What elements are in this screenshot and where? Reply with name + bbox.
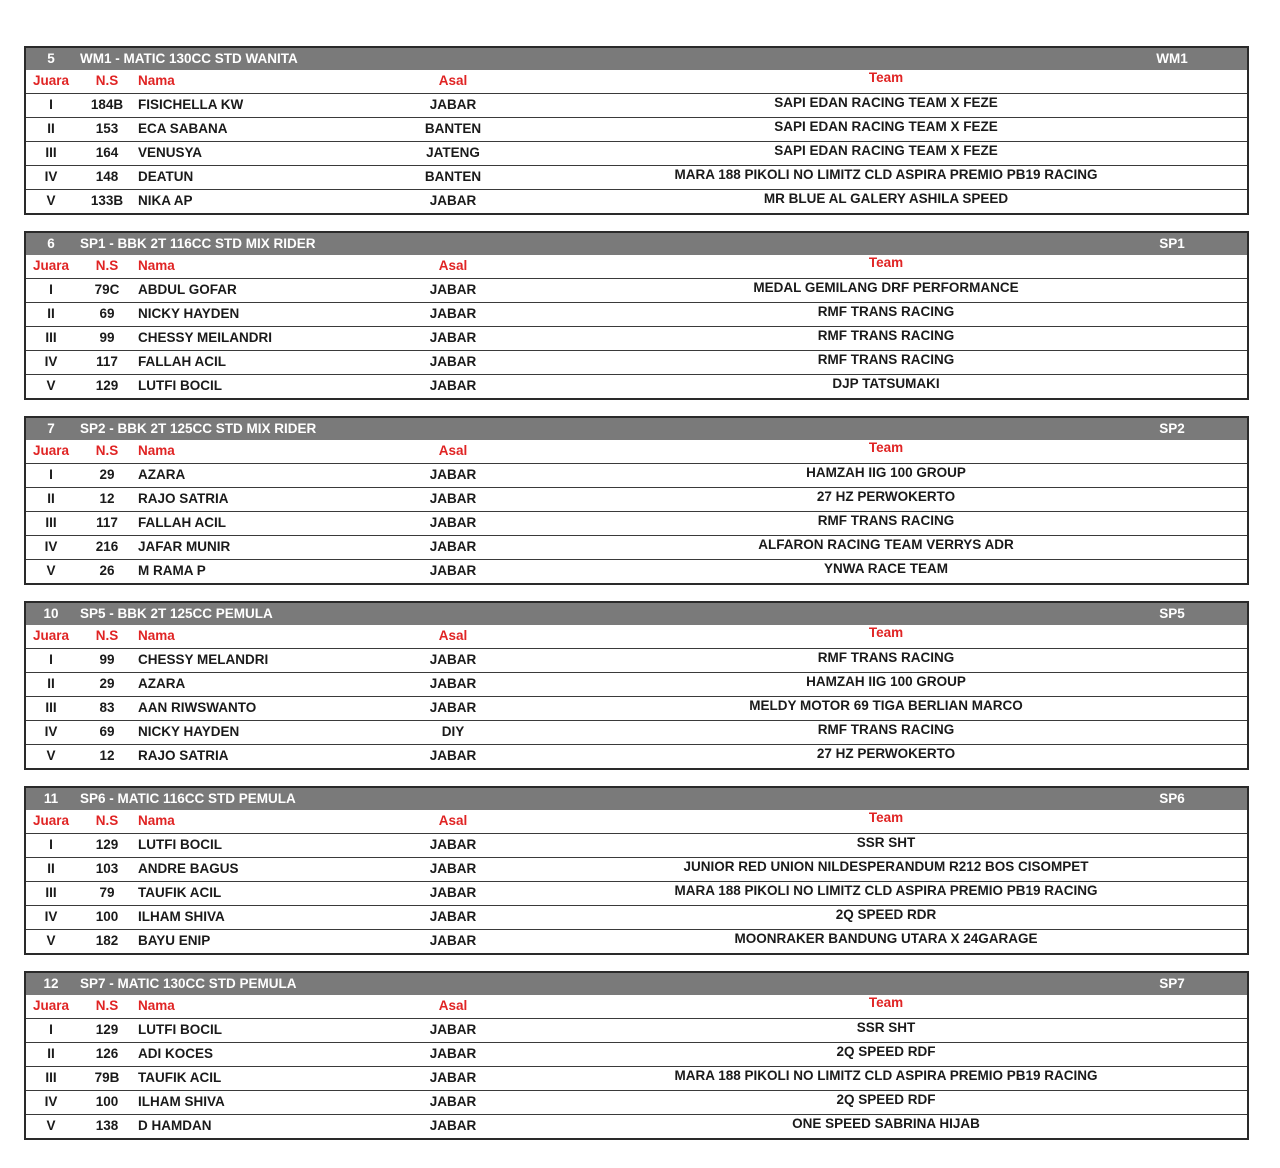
table-row bbox=[26, 559, 1247, 583]
team-cell: JUNIOR RED UNION NILDESPERANDUM R212 BOS CISOMPET bbox=[683, 859, 1089, 874]
juara-cell: V bbox=[46, 748, 56, 763]
asal-cell: JABAR bbox=[429, 97, 477, 112]
nama-cell: LUTFI BOCIL bbox=[138, 1022, 222, 1037]
nama-cell: AZARA bbox=[138, 467, 186, 482]
asal-cell: JABAR bbox=[429, 1022, 477, 1037]
section-title: WM1 - MATIC 130CC STD WANITA bbox=[80, 51, 298, 66]
nama-cell: ABDUL GOFAR bbox=[138, 282, 237, 297]
nama-cell: FALLAH ACIL bbox=[138, 354, 226, 369]
ns-cell: 153 bbox=[95, 121, 119, 136]
col-team-header: Team bbox=[868, 440, 904, 455]
table-row bbox=[26, 141, 1247, 165]
ns-cell: 129 bbox=[95, 378, 119, 393]
juara-cell: IV bbox=[44, 539, 58, 554]
juara-cell: II bbox=[47, 676, 55, 691]
nama-cell: ILHAM SHIVA bbox=[138, 1094, 225, 1109]
ns-cell: 184B bbox=[90, 97, 124, 112]
juara-cell: II bbox=[47, 491, 55, 506]
asal-cell: JABAR bbox=[429, 837, 477, 852]
col-ns-header: N.S bbox=[95, 813, 119, 828]
col-nama-header: Nama bbox=[138, 258, 175, 273]
asal-cell: JABAR bbox=[429, 885, 477, 900]
table-row bbox=[26, 696, 1247, 720]
nama-cell: NICKY HAYDEN bbox=[138, 306, 240, 321]
table-row bbox=[26, 648, 1247, 672]
ns-cell: 99 bbox=[99, 330, 115, 345]
section-title: SP2 - BBK 2T 125CC STD MIX RIDER bbox=[80, 421, 317, 436]
juara-cell: III bbox=[45, 885, 57, 900]
juara-cell: IV bbox=[44, 169, 58, 184]
col-asal-header: Asal bbox=[438, 443, 468, 458]
nama-cell: RAJO SATRIA bbox=[138, 491, 229, 506]
table-row bbox=[26, 929, 1247, 953]
table-row bbox=[26, 881, 1247, 905]
col-nama-header: Nama bbox=[138, 443, 175, 458]
column-header-row bbox=[26, 255, 1247, 278]
team-cell: DJP TATSUMAKI bbox=[832, 376, 940, 391]
table-row bbox=[26, 857, 1247, 881]
section-number: 7 bbox=[47, 421, 55, 436]
ns-cell: 79B bbox=[94, 1070, 120, 1085]
col-ns-header: N.S bbox=[95, 628, 119, 643]
juara-cell: III bbox=[45, 1070, 57, 1085]
col-team-header: Team bbox=[868, 810, 904, 825]
col-juara-header: Juara bbox=[32, 813, 70, 828]
results-table-wm1 bbox=[24, 46, 1249, 215]
team-cell: 2Q SPEED RDR bbox=[835, 907, 937, 922]
nama-cell: TAUFIK ACIL bbox=[138, 1070, 222, 1085]
nama-cell: CHESSY MEILANDRI bbox=[138, 330, 273, 345]
section-code: SP7 bbox=[1159, 976, 1185, 991]
team-cell: ALFARON RACING TEAM VERRYS ADR bbox=[758, 537, 1014, 552]
juara-cell: II bbox=[47, 306, 55, 321]
col-ns-header: N.S bbox=[95, 258, 119, 273]
team-cell: YNWA RACE TEAM bbox=[824, 561, 948, 576]
nama-cell: AAN RIWSWANTO bbox=[138, 700, 257, 715]
section-code: SP5 bbox=[1159, 606, 1185, 621]
col-ns-header: N.S bbox=[95, 998, 119, 1013]
team-cell: RMF TRANS RACING bbox=[817, 352, 955, 367]
asal-cell: JABAR bbox=[429, 1118, 477, 1133]
table-row bbox=[26, 326, 1247, 350]
ns-cell: 69 bbox=[99, 306, 115, 321]
team-cell: RMF TRANS RACING bbox=[817, 304, 955, 319]
section-title: SP5 - BBK 2T 125CC PEMULA bbox=[80, 606, 273, 621]
col-ns-header: N.S bbox=[95, 73, 119, 88]
nama-cell: D HAMDAN bbox=[138, 1118, 212, 1133]
nama-cell: ANDRE BAGUS bbox=[138, 861, 239, 876]
juara-cell: II bbox=[47, 861, 55, 876]
table-row bbox=[26, 165, 1247, 189]
section-code: SP1 bbox=[1159, 236, 1185, 251]
table-row bbox=[26, 905, 1247, 929]
nama-cell: ECA SABANA bbox=[138, 121, 228, 136]
team-cell: SAPI EDAN RACING TEAM X FEZE bbox=[774, 143, 998, 158]
juara-cell: III bbox=[45, 330, 57, 345]
asal-cell: JABAR bbox=[429, 467, 477, 482]
asal-cell: JABAR bbox=[429, 700, 477, 715]
team-cell: RMF TRANS RACING bbox=[817, 513, 955, 528]
juara-cell: I bbox=[49, 652, 53, 667]
team-cell: MOONRAKER BANDUNG UTARA X 24GARAGE bbox=[734, 931, 1038, 946]
asal-cell: JABAR bbox=[429, 861, 477, 876]
table-row bbox=[26, 463, 1247, 487]
ns-cell: 29 bbox=[99, 467, 115, 482]
asal-cell: BANTEN bbox=[424, 169, 482, 184]
team-cell: MARA 188 PIKOLI NO LIMITZ CLD ASPIRA PREMIO PB19 RACING bbox=[674, 883, 1098, 898]
ns-cell: 117 bbox=[96, 515, 118, 530]
juara-cell: I bbox=[49, 837, 53, 852]
col-asal-header: Asal bbox=[438, 258, 468, 273]
table-row bbox=[26, 833, 1247, 857]
col-nama-header: Nama bbox=[138, 73, 175, 88]
table-row bbox=[26, 374, 1247, 398]
section-title: SP1 - BBK 2T 116CC STD MIX RIDER bbox=[80, 236, 316, 251]
table-row bbox=[26, 302, 1247, 326]
team-cell: HAMZAH IIG 100 GROUP bbox=[806, 674, 966, 689]
results-table-sp6 bbox=[24, 786, 1249, 955]
ns-cell: 83 bbox=[99, 700, 115, 715]
juara-cell: I bbox=[49, 1022, 53, 1037]
col-juara-header: Juara bbox=[32, 998, 70, 1013]
section-number: 12 bbox=[43, 976, 59, 991]
juara-cell: V bbox=[46, 933, 56, 948]
juara-cell: V bbox=[46, 193, 56, 208]
juara-cell: I bbox=[49, 282, 53, 297]
table-row bbox=[26, 535, 1247, 559]
team-cell: SAPI EDAN RACING TEAM X FEZE bbox=[774, 95, 998, 110]
results-table-sp5 bbox=[24, 601, 1249, 770]
ns-cell: 99 bbox=[99, 652, 115, 667]
section-code: WM1 bbox=[1156, 51, 1188, 66]
results-table-sp7 bbox=[24, 971, 1249, 1140]
nama-cell: M RAMA P bbox=[138, 563, 206, 578]
team-cell: SSR SHT bbox=[856, 835, 916, 850]
team-cell: SSR SHT bbox=[856, 1020, 916, 1035]
asal-cell: JABAR bbox=[429, 933, 477, 948]
column-header-row bbox=[26, 810, 1247, 833]
table-row bbox=[26, 672, 1247, 696]
nama-cell: FALLAH ACIL bbox=[138, 515, 226, 530]
juara-cell: IV bbox=[44, 1094, 58, 1109]
team-cell: 27 HZ PERWOKERTO bbox=[816, 746, 956, 761]
col-nama-header: Nama bbox=[138, 628, 175, 643]
asal-cell: JATENG bbox=[426, 145, 480, 160]
ns-cell: 129 bbox=[95, 837, 119, 852]
juara-cell: V bbox=[46, 563, 56, 578]
juara-cell: III bbox=[45, 145, 57, 160]
asal-cell: JABAR bbox=[429, 676, 477, 691]
team-cell: SAPI EDAN RACING TEAM X FEZE bbox=[774, 119, 998, 134]
juara-cell: V bbox=[46, 378, 56, 393]
asal-cell: JABAR bbox=[429, 1094, 477, 1109]
asal-cell: JABAR bbox=[429, 1046, 477, 1061]
nama-cell: FISICHELLA KW bbox=[138, 97, 244, 112]
col-nama-header: Nama bbox=[138, 813, 175, 828]
asal-cell: JABAR bbox=[429, 282, 477, 297]
juara-cell: IV bbox=[44, 354, 58, 369]
col-team-header: Team bbox=[868, 255, 904, 270]
asal-cell: JABAR bbox=[429, 909, 477, 924]
column-header-row bbox=[26, 625, 1247, 648]
team-cell: HAMZAH IIG 100 GROUP bbox=[806, 465, 966, 480]
table-row bbox=[26, 1018, 1247, 1042]
nama-cell: DEATUN bbox=[138, 169, 194, 184]
team-cell: RMF TRANS RACING bbox=[817, 328, 955, 343]
ns-cell: 26 bbox=[99, 563, 115, 578]
nama-cell: NICKY HAYDEN bbox=[138, 724, 240, 739]
nama-cell: JAFAR MUNIR bbox=[138, 539, 231, 554]
juara-cell: I bbox=[49, 97, 53, 112]
asal-cell: JABAR bbox=[429, 354, 477, 369]
col-juara-header: Juara bbox=[32, 258, 70, 273]
section-number: 10 bbox=[43, 606, 59, 621]
section-title: SP6 - MATIC 116CC STD PEMULA bbox=[80, 791, 296, 806]
team-cell: MR BLUE AL GALERY ASHILA SPEED bbox=[763, 191, 1009, 206]
section-code: SP6 bbox=[1159, 791, 1185, 806]
ns-cell: 216 bbox=[95, 539, 119, 554]
col-nama-header: Nama bbox=[138, 998, 175, 1013]
ns-cell: 79 bbox=[99, 885, 115, 900]
nama-cell: NIKA AP bbox=[138, 193, 193, 208]
ns-cell: 100 bbox=[95, 1094, 119, 1109]
ns-cell: 103 bbox=[95, 861, 119, 876]
asal-cell: JABAR bbox=[429, 515, 477, 530]
table-row bbox=[26, 93, 1247, 117]
nama-cell: AZARA bbox=[138, 676, 186, 691]
nama-cell: BAYU ENIP bbox=[138, 933, 211, 948]
col-team-header: Team bbox=[868, 70, 904, 85]
ns-cell: 12 bbox=[99, 491, 115, 506]
nama-cell: ILHAM SHIVA bbox=[138, 909, 225, 924]
team-cell: RMF TRANS RACING bbox=[817, 722, 955, 737]
asal-cell: JABAR bbox=[429, 748, 477, 763]
col-juara-header: Juara bbox=[32, 443, 70, 458]
ns-cell: 148 bbox=[95, 169, 119, 184]
team-cell: MARA 188 PIKOLI NO LIMITZ CLD ASPIRA PREMIO PB19 RACING bbox=[674, 167, 1098, 182]
table-row bbox=[26, 511, 1247, 535]
section-number: 6 bbox=[47, 236, 55, 251]
asal-cell: JABAR bbox=[429, 491, 477, 506]
asal-cell: JABAR bbox=[429, 539, 477, 554]
column-header-row bbox=[26, 440, 1247, 463]
team-cell: 27 HZ PERWOKERTO bbox=[816, 489, 956, 504]
nama-cell: TAUFIK ACIL bbox=[138, 885, 222, 900]
ns-cell: 12 bbox=[99, 748, 115, 763]
col-team-header: Team bbox=[868, 995, 904, 1010]
juara-cell: II bbox=[47, 121, 55, 136]
juara-cell: IV bbox=[44, 724, 58, 739]
juara-cell: IV bbox=[44, 909, 58, 924]
table-row bbox=[26, 1066, 1247, 1090]
team-cell: MARA 188 PIKOLI NO LIMITZ CLD ASPIRA PREMIO PB19 RACING bbox=[674, 1068, 1098, 1083]
juara-cell: III bbox=[45, 515, 57, 530]
ns-cell: 133B bbox=[90, 193, 124, 208]
section-code: SP2 bbox=[1159, 421, 1185, 436]
col-asal-header: Asal bbox=[438, 813, 468, 828]
section-number: 5 bbox=[47, 51, 55, 66]
team-cell: ONE SPEED SABRINA HIJAB bbox=[792, 1116, 980, 1131]
team-cell: MELDY MOTOR 69 TIGA BERLIAN MARCO bbox=[749, 698, 1023, 713]
table-row bbox=[26, 1042, 1247, 1066]
ns-cell: 100 bbox=[95, 909, 119, 924]
ns-cell: 164 bbox=[95, 145, 119, 160]
ns-cell: 29 bbox=[99, 676, 115, 691]
juara-cell: III bbox=[45, 700, 57, 715]
results-table-sp2 bbox=[24, 416, 1249, 585]
table-row bbox=[26, 350, 1247, 374]
ns-cell: 182 bbox=[95, 933, 119, 948]
asal-cell: JABAR bbox=[429, 1070, 477, 1085]
asal-cell: JABAR bbox=[429, 306, 477, 321]
nama-cell: VENUSYA bbox=[138, 145, 203, 160]
col-team-header: Team bbox=[868, 625, 904, 640]
ns-cell: 129 bbox=[95, 1022, 119, 1037]
asal-cell: JABAR bbox=[429, 652, 477, 667]
col-juara-header: Juara bbox=[32, 73, 70, 88]
col-asal-header: Asal bbox=[438, 998, 468, 1013]
asal-cell: DIY bbox=[441, 724, 465, 739]
nama-cell: LUTFI BOCIL bbox=[138, 378, 222, 393]
ns-cell: 138 bbox=[95, 1118, 119, 1133]
table-row bbox=[26, 189, 1247, 213]
asal-cell: JABAR bbox=[429, 563, 477, 578]
table-row bbox=[26, 487, 1247, 511]
ns-cell: 69 bbox=[99, 724, 115, 739]
results-table-sp1 bbox=[24, 231, 1249, 400]
nama-cell: LUTFI BOCIL bbox=[138, 837, 222, 852]
col-ns-header: N.S bbox=[95, 443, 119, 458]
ns-cell: 79C bbox=[94, 282, 120, 297]
column-header-row bbox=[26, 995, 1247, 1018]
team-cell: RMF TRANS RACING bbox=[817, 650, 955, 665]
team-cell: 2Q SPEED RDF bbox=[836, 1044, 936, 1059]
table-row bbox=[26, 117, 1247, 141]
table-row bbox=[26, 720, 1247, 744]
asal-cell: JABAR bbox=[429, 378, 477, 393]
team-cell: MEDAL GEMILANG DRF PERFORMANCE bbox=[753, 280, 1019, 295]
team-cell: 2Q SPEED RDF bbox=[836, 1092, 936, 1107]
col-asal-header: Asal bbox=[438, 628, 468, 643]
asal-cell: JABAR bbox=[429, 193, 477, 208]
nama-cell: CHESSY MELANDRI bbox=[138, 652, 269, 667]
nama-cell: ADI KOCES bbox=[138, 1046, 214, 1061]
table-row bbox=[26, 278, 1247, 302]
ns-cell: 117 bbox=[96, 354, 118, 369]
table-row bbox=[26, 1090, 1247, 1114]
table-row bbox=[26, 1114, 1247, 1138]
asal-cell: JABAR bbox=[429, 330, 477, 345]
col-juara-header: Juara bbox=[32, 628, 70, 643]
juara-cell: I bbox=[49, 467, 53, 482]
juara-cell: II bbox=[47, 1046, 55, 1061]
col-asal-header: Asal bbox=[438, 73, 468, 88]
section-number: 11 bbox=[43, 791, 59, 806]
column-header-row bbox=[26, 70, 1247, 93]
ns-cell: 126 bbox=[95, 1046, 119, 1061]
nama-cell: RAJO SATRIA bbox=[138, 748, 229, 763]
asal-cell: BANTEN bbox=[424, 121, 482, 136]
section-title: SP7 - MATIC 130CC STD PEMULA bbox=[80, 976, 297, 991]
table-row bbox=[26, 744, 1247, 768]
juara-cell: V bbox=[46, 1118, 56, 1133]
